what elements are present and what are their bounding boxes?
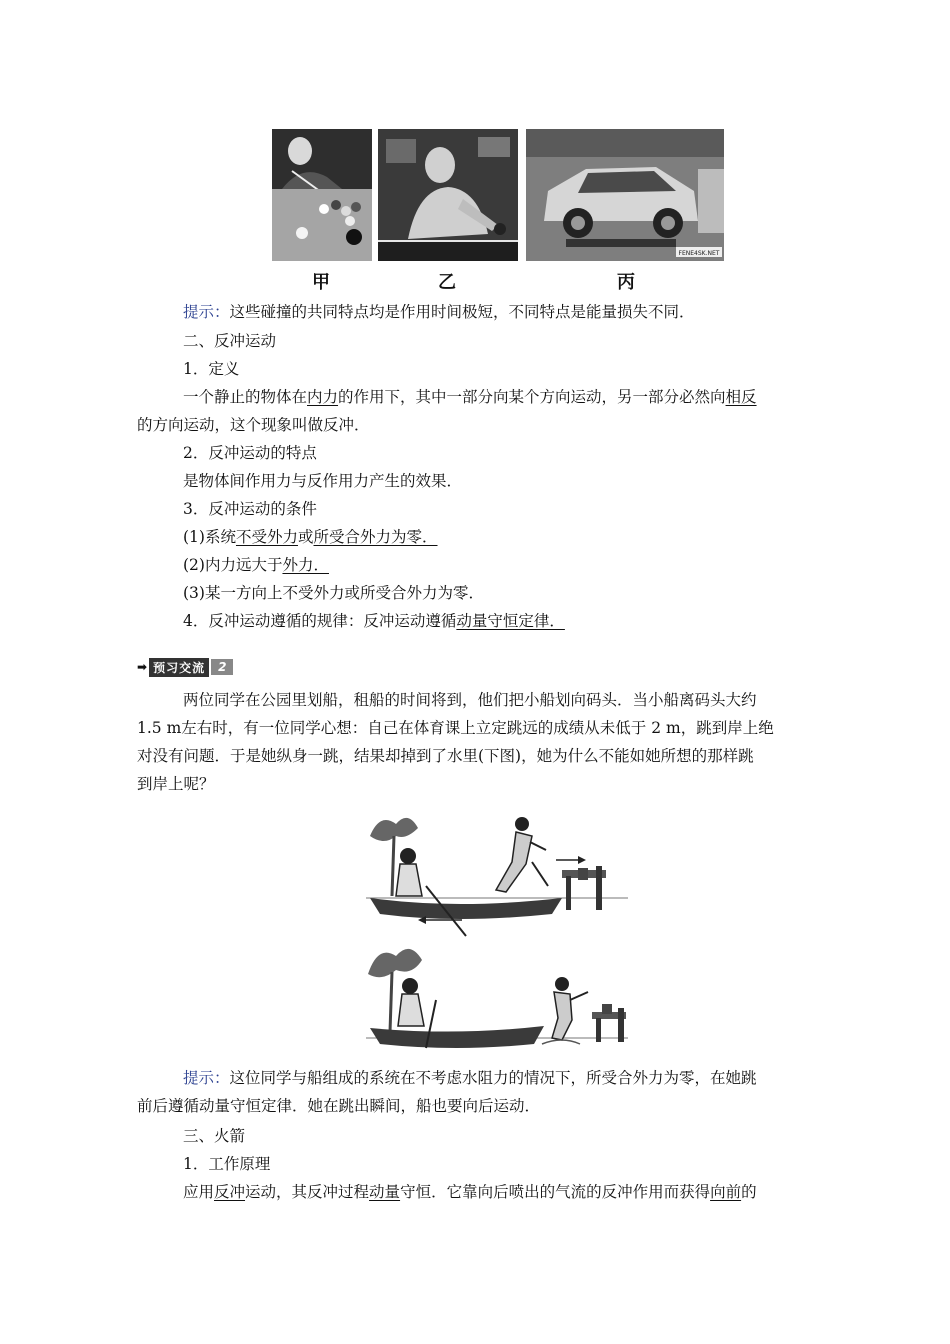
preview-exchange-banner bbox=[137, 657, 233, 677]
text-run: 或 bbox=[297, 528, 314, 546]
hint-label: 提示： bbox=[183, 1069, 230, 1087]
blank-answer: 内力 bbox=[307, 388, 339, 406]
boat-jump-illustration bbox=[366, 806, 628, 1056]
principle-heading: 1．工作原理 bbox=[183, 1155, 271, 1173]
hint-2-text: 这位同学与船组成的系统在不考虑水阻力的情况下，所受合外力为零，在她跳 bbox=[229, 1069, 757, 1087]
condition-3: (3)某一方向上不受外力或所受合外力为零． bbox=[183, 584, 484, 602]
text-run: 的作用下，其中一部分向某个方向运动，另一部分必然向 bbox=[338, 388, 726, 406]
blank-answer: 向前 bbox=[710, 1183, 742, 1201]
condition-2 bbox=[183, 553, 329, 575]
hint-1 bbox=[183, 300, 695, 322]
car-crash-photo bbox=[526, 129, 724, 261]
table-tennis-photo bbox=[378, 129, 518, 261]
definition-line-1 bbox=[183, 385, 757, 407]
text-run: 运动，其反冲过程 bbox=[245, 1183, 370, 1201]
definition-heading: 1．定义 bbox=[183, 360, 240, 378]
blank-answer: 反冲 bbox=[214, 1183, 246, 1201]
hint-label: 提示： bbox=[183, 303, 230, 321]
section-2-title: 二、反冲运动 bbox=[183, 332, 277, 350]
watermark-text: FENE4SK.NET bbox=[678, 250, 720, 257]
text-run: 4．反冲运动遵循的规律：反冲运动遵循 bbox=[183, 612, 457, 630]
arrow-icon: ➡ bbox=[137, 660, 148, 674]
question-line-4: 到岸上呢？ bbox=[137, 775, 215, 793]
panel-before-jump bbox=[366, 817, 628, 936]
features-heading: 2．反冲运动的特点 bbox=[183, 444, 317, 462]
text-run: 守恒．它靠向后喷出的气流的反冲作用而获得 bbox=[400, 1183, 711, 1201]
caption-jia: 甲 bbox=[312, 272, 330, 293]
definition-line-2: 的方向运动，这个现象叫做反冲． bbox=[137, 416, 370, 434]
hint-2-line-1 bbox=[183, 1066, 757, 1088]
question-line-1: 两位同学在公园里划船，租船的时间将到，他们把小船划向码头．当小船离码头大约 bbox=[183, 691, 757, 709]
text-run: 的 bbox=[741, 1183, 757, 1201]
text-run: (2)内力远大于 bbox=[183, 556, 283, 574]
blank-answer: 相反 bbox=[725, 388, 757, 406]
principle-line bbox=[183, 1180, 757, 1202]
text-run: 一个静止的物体在 bbox=[183, 388, 308, 406]
text-run: (1)系统 bbox=[183, 528, 236, 546]
banner-number: 2 bbox=[211, 659, 233, 675]
blank-answer: 所受合外力为零． bbox=[313, 528, 438, 546]
features-text: 是物体间作用力与反作用力产生的效果． bbox=[183, 472, 463, 490]
hint-1-text: 这些碰撞的共同特点均是作用时间极短，不同特点是能量损失不同． bbox=[229, 303, 695, 321]
caption-yi: 乙 bbox=[438, 272, 456, 293]
blank-answer: 动量守恒定律． bbox=[456, 612, 565, 630]
hint-2-line-2: 前后遵循动量守恒定律．她在跳出瞬间，船也要向后运动． bbox=[137, 1097, 541, 1115]
panel-after-jump bbox=[366, 949, 628, 1048]
conditions-heading: 3．反冲运动的条件 bbox=[183, 500, 317, 518]
condition-1 bbox=[183, 525, 438, 547]
text-run: 应用 bbox=[183, 1183, 215, 1201]
law-line bbox=[183, 609, 565, 631]
question-line-2: 1.5 m左右时，有一位同学心想：自己在体育课上立定跳远的成绩从未低于 2 m，跳到岸上绝 bbox=[137, 719, 774, 737]
section-3-title: 三、火箭 bbox=[183, 1127, 246, 1145]
caption-bing: 丙 bbox=[617, 272, 635, 293]
blank-answer: 动量 bbox=[369, 1183, 401, 1201]
blank-answer: 外力． bbox=[282, 556, 329, 574]
billiards-photo bbox=[272, 129, 372, 261]
banner-label: 预习交流 bbox=[149, 658, 209, 677]
question-line-3: 对没有问题．于是她纵身一跳，结果却掉到了水里(下图)，她为什么不能如她所想的那样跳 bbox=[137, 747, 754, 765]
blank-answer: 不受外力 bbox=[235, 528, 298, 546]
